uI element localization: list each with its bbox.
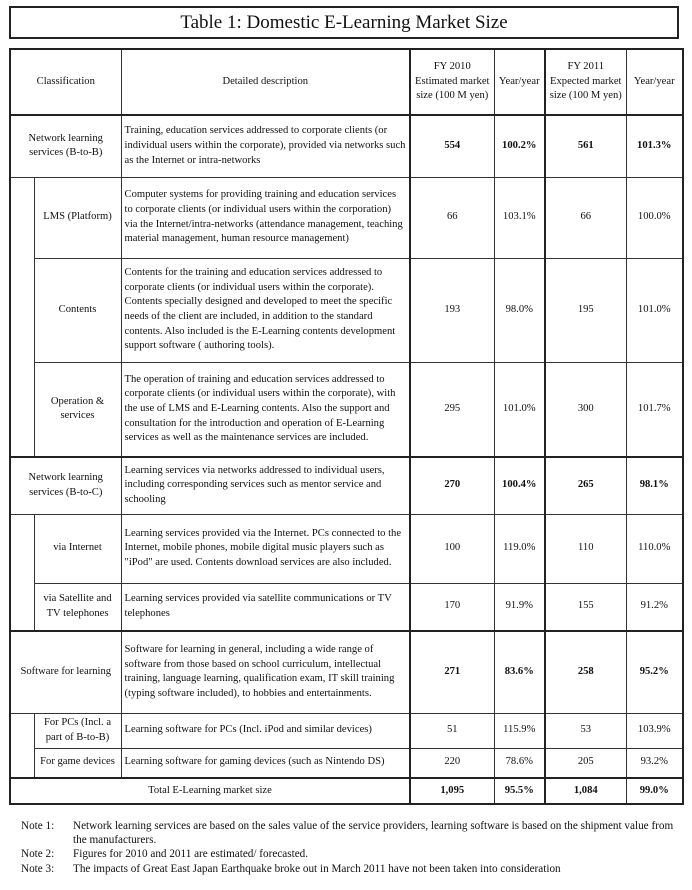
total-row — [10, 778, 683, 804]
row-label: via Internet — [34, 514, 121, 583]
row-fy2011: 205 — [545, 748, 626, 778]
row-fy2011: 195 — [545, 258, 626, 362]
row-yoy-2010: 100.4% — [494, 457, 545, 514]
note-3 — [21, 862, 681, 876]
row-yoy-2011: 95.2% — [626, 631, 683, 713]
row-label: Network learning services (B-to-B) — [10, 115, 121, 177]
table-row — [10, 713, 683, 748]
row-fy2010: 270 — [410, 457, 494, 514]
row-fy2010: 295 — [410, 362, 494, 457]
total-yoy-2011: 99.0% — [626, 778, 683, 804]
row-description: Learning services provided via the Internet. PCs connected to the Internet, mobile phones, mobile digital music players such as "iPod" are used. Contents download services are also included. — [121, 514, 410, 583]
row-label: LMS (Platform) — [34, 177, 121, 258]
note-text: Network learning services are based on the sales value of the service providers, learning software is based on the shipment value from the manufacturers. — [73, 820, 674, 847]
indent-spacer — [10, 713, 34, 778]
row-yoy-2011: 101.7% — [626, 362, 683, 457]
row-fy2011: 110 — [545, 514, 626, 583]
header-classification: Classification — [10, 49, 121, 115]
row-yoy-2010: 91.9% — [494, 583, 545, 631]
row-description: Learning services provided via satellite communications or TV telephones — [121, 583, 410, 631]
note-label: Note 1: — [21, 820, 55, 832]
row-fy2011: 66 — [545, 177, 626, 258]
total-fy2011: 1,084 — [545, 778, 626, 804]
notes — [21, 819, 681, 876]
table-row — [10, 631, 683, 713]
header-yoy-2010: Year/year — [494, 49, 545, 115]
row-yoy-2010: 119.0% — [494, 514, 545, 583]
table-row — [10, 115, 683, 177]
table-row — [10, 748, 683, 778]
table-row — [10, 258, 683, 362]
row-yoy-2011: 101.0% — [626, 258, 683, 362]
market-size-table — [9, 48, 684, 805]
row-yoy-2011: 91.2% — [626, 583, 683, 631]
header-yoy-2011: Year/year — [626, 49, 683, 115]
row-yoy-2011: 98.1% — [626, 457, 683, 514]
row-fy2010: 220 — [410, 748, 494, 778]
table-row — [10, 457, 683, 514]
header-fy2010: FY 2010 Estimated market size (100 M yen) — [410, 49, 494, 115]
row-yoy-2010: 101.0% — [494, 362, 545, 457]
note-label: Note 3: — [21, 862, 55, 875]
row-yoy-2010: 100.2% — [494, 115, 545, 177]
row-yoy-2011: 93.2% — [626, 748, 683, 778]
row-label: Network learning services (B-to-C) — [10, 457, 121, 514]
row-fy2011: 258 — [545, 631, 626, 713]
indent-spacer — [10, 514, 34, 631]
note-2 — [21, 847, 681, 861]
row-description: Learning services via networks addressed to individual users, including corresponding services such as mentor service and schooling — [121, 457, 410, 514]
row-description: Computer systems for providing training and education services to corporate clients (or individual users within the corporation) via the Internet/intra-networks (attendance management, teaching material management, human resource management) — [121, 177, 410, 258]
note-label: Note 2: — [21, 848, 55, 861]
row-label: For PCs (Incl. a part of B-to-B) — [34, 713, 121, 748]
row-fy2011: 53 — [545, 713, 626, 748]
row-description: The operation of training and education services addressed to corporate clients (or individual users within the corporate), with the use of LMS and E-Learning contents. Also the support and consultation for the introduction and operation of E-Learning services as well as the maintenance services are included. — [121, 362, 410, 457]
row-label: Operation & services — [34, 362, 121, 457]
row-yoy-2010: 98.0% — [494, 258, 545, 362]
row-fy2010: 100 — [410, 514, 494, 583]
row-label: For game devices — [34, 748, 121, 778]
note-text: The impacts of Great East Japan Earthquake broke out in March 2011 have not been taken into consideration — [73, 862, 561, 875]
header-fy2011: FY 2011 Expected market size (100 M yen) — [545, 49, 626, 115]
table-row — [10, 583, 683, 631]
row-label: Contents — [34, 258, 121, 362]
total-yoy-2010: 95.5% — [494, 778, 545, 804]
row-fy2011: 155 — [545, 583, 626, 631]
row-fy2010: 170 — [410, 583, 494, 631]
note-text: Figures for 2010 and 2011 are estimated/ forecasted. — [73, 848, 309, 861]
table-row — [10, 362, 683, 457]
row-fy2011: 561 — [545, 115, 626, 177]
row-yoy-2011: 101.3% — [626, 115, 683, 177]
row-yoy-2010: 83.6% — [494, 631, 545, 713]
row-yoy-2011: 103.9% — [626, 713, 683, 748]
note-1 — [21, 819, 681, 847]
row-fy2010: 66 — [410, 177, 494, 258]
row-description: Learning software for PCs (Incl. iPod and similar devices) — [121, 713, 410, 748]
header-description: Detailed description — [121, 49, 410, 115]
row-fy2010: 193 — [410, 258, 494, 362]
row-description: Contents for the training and education services addressed to corporate clients (or individual users within the corporate). Contents specially designed and developed to meet the specific needs of the client are included, in addition to the standard contents. Also included is the E-Learning contents development support software ( authoring tools). — [121, 258, 410, 362]
row-label: via Satellite and TV telephones — [34, 583, 121, 631]
row-fy2010: 554 — [410, 115, 494, 177]
row-fy2011: 265 — [545, 457, 626, 514]
row-description: Software for learning in general, including a wide range of software from those based on school curriculum, intellectual training, language learning, qualification exam, IT skill training (typing software included), to hobbies and entertainments. — [121, 631, 410, 713]
table-title: Table 1: Domestic E-Learning Market Size — [9, 6, 679, 39]
row-fy2010: 51 — [410, 713, 494, 748]
total-fy2010: 1,095 — [410, 778, 494, 804]
table-row — [10, 514, 683, 583]
row-description: Training, education services addressed to corporate clients (or individual users within the corporate), provided via networks such as the Internet or intra-networks — [121, 115, 410, 177]
row-yoy-2011: 110.0% — [626, 514, 683, 583]
row-fy2011: 300 — [545, 362, 626, 457]
header-row — [10, 49, 683, 115]
row-label: Software for learning — [10, 631, 121, 713]
row-yoy-2011: 100.0% — [626, 177, 683, 258]
indent-spacer — [10, 177, 34, 457]
table-row — [10, 177, 683, 258]
row-yoy-2010: 103.1% — [494, 177, 545, 258]
total-label: Total E-Learning market size — [10, 778, 410, 804]
row-yoy-2010: 78.6% — [494, 748, 545, 778]
row-description: Learning software for gaming devices (such as Nintendo DS) — [121, 748, 410, 778]
row-fy2010: 271 — [410, 631, 494, 713]
row-yoy-2010: 115.9% — [494, 713, 545, 748]
